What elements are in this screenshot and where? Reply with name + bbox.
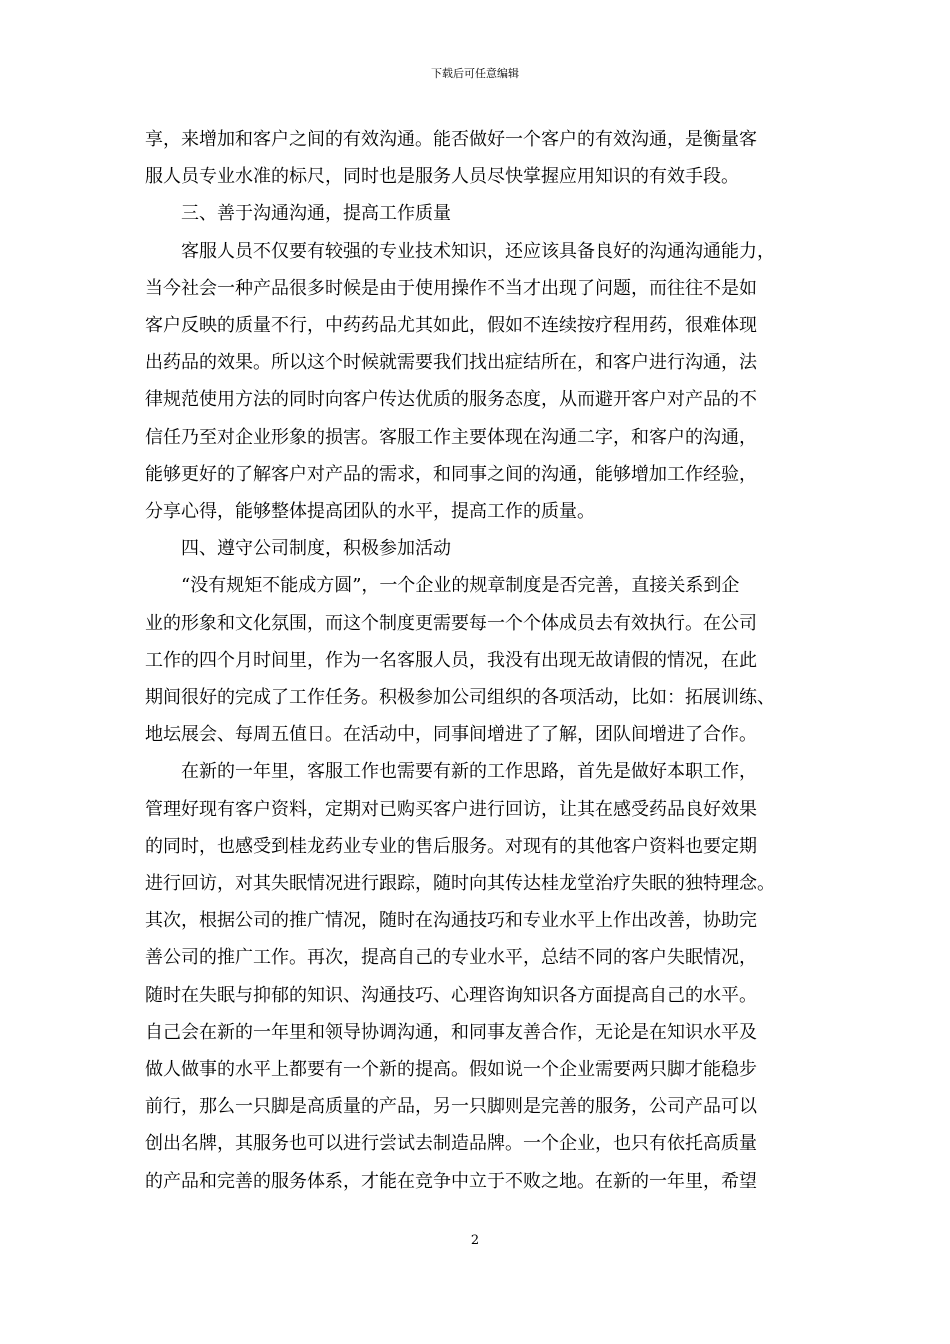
- text-line: 信任乃至对企业形象的损害。客服工作主要体现在沟通二字，和客户的沟通，: [145, 426, 757, 448]
- text-line: 客服人员不仅要有较强的专业技术知识，还应该具备良好的沟通沟通能力，: [181, 240, 775, 262]
- section-heading: 四、遵守公司制度，积极参加活动: [181, 538, 451, 560]
- text-line: 分享心得，能够整体提高团队的水平，提高工作的质量。: [145, 501, 595, 523]
- text-line: 进行回访，对其失眠情况进行跟踪，随时向其传达桂龙堂治疗失眠的独特理念。: [145, 873, 775, 895]
- text-line: 做人做事的水平上都要有一个新的提高。假如说一个企业需要两只脚才能稳步: [145, 1059, 757, 1081]
- text-line: 业的形象和文化氛围，而这个制度更需要每一个个体成员去有效执行。在公司: [145, 612, 757, 634]
- text-line: 自己会在新的一年里和领导协调沟通，和同事友善合作，无论是在知识水平及: [145, 1021, 757, 1043]
- text-line: 善公司的推广工作。再次，提高自己的专业水平，总结不同的客户失眠情况，: [145, 947, 757, 969]
- text-line: 的同时，也感受到桂龙药业专业的售后服务。对现有的其他客户资料也要定期: [145, 835, 757, 857]
- text-line: 享，来增加和客户之间的有效沟通。能否做好一个客户的有效沟通，是衡量客: [145, 129, 757, 150]
- text-line: 随时在失眠与抑郁的知识、沟通技巧、心理咨询知识各方面提高自己的水平。: [145, 984, 757, 1006]
- text-line: 当今社会一种产品很多时候是由于使用操作不当才出现了问题，而往往不是如: [145, 277, 757, 299]
- text-line: 期间很好的完成了工作任务。积极参加公司组织的各项活动，比如：拓展训练、: [145, 687, 775, 709]
- text-line: 客户反映的质量不行，中药药品尤其如此，假如不连续按疗程用药，很难体现: [145, 315, 757, 337]
- text-line: 工作的四个月时间里，作为一名客服人员，我没有出现无故请假的情况，在此: [145, 649, 757, 671]
- document-body: [145, 121, 807, 1200]
- text-line: 前行，那么一只脚是高质量的产品，另一只脚则是完善的服务，公司产品可以: [145, 1096, 757, 1118]
- text-line: 能够更好的了解客户对产品的需求，和同事之间的沟通，能够增加工作经验，: [145, 463, 757, 485]
- text-line: 律规范使用方法的同时向客户传达优质的服务态度，从而避开客户对产品的不: [145, 389, 757, 411]
- text-line: 服人员专业水准的标尺，同时也是服务人员尽快掌握应用知识的有效手段。: [145, 166, 739, 188]
- page-header: 下载后可任意编辑: [431, 67, 519, 80]
- page-number: 2: [470, 1233, 480, 1248]
- text-line: 其次，根据公司的推广情况，随时在沟通技巧和专业水平上作出改善，协助完: [145, 910, 757, 932]
- text-line: 在新的一年里，客服工作也需要有新的工作思路，首先是做好本职工作，: [181, 761, 757, 783]
- text-line: 的产品和完善的服务体系，才能在竞争中立于不败之地。在新的一年里，希望: [145, 1170, 757, 1192]
- section-heading: 三、善于沟通沟通，提高工作质量: [181, 203, 451, 225]
- text-line: 管理好现有客户资料，定期对已购买客户进行回访，让其在感受药品良好效果: [145, 798, 757, 820]
- text-line: 出药品的效果。所以这个时候就需要我们找出症结所在，和客户进行沟通，法: [145, 352, 757, 374]
- text-line: “没有规矩不能成方圆”，一个企业的规章制度是否完善，直接关系到企: [181, 575, 740, 597]
- text-line: 创出名牌，其服务也可以进行尝试去制造品牌。一个企业，也只有依托高质量: [145, 1133, 757, 1155]
- text-line: 地坛展会、每周五值日。在活动中，同事间增进了了解，团队间增进了合作。: [145, 724, 757, 746]
